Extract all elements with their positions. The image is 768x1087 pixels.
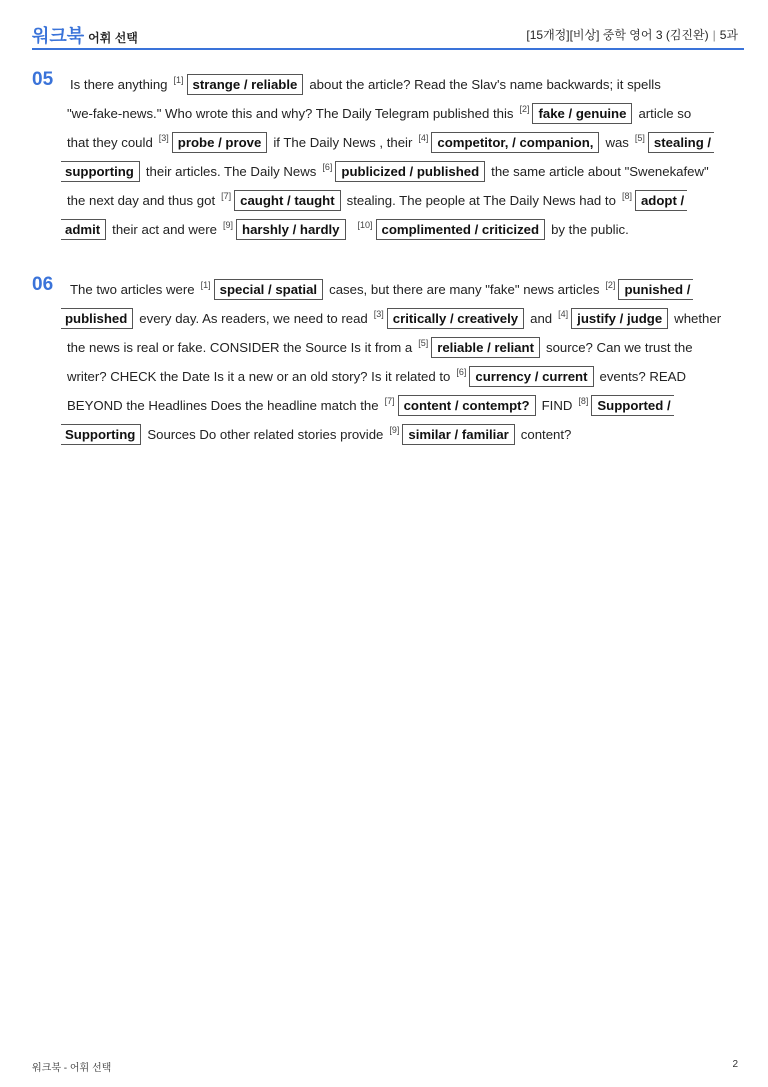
lesson-label: 5과 (719, 28, 738, 42)
passage-text: the same article about "Swenekafew" (491, 164, 709, 179)
choice-box[interactable]: competitor, / companion, (431, 132, 599, 153)
choice-box[interactable]: harshly / hardly (236, 219, 345, 240)
choice-box[interactable]: Supported / (591, 395, 673, 416)
choice-box[interactable]: complimented / criticized (376, 219, 546, 240)
choice-box[interactable]: special / spatial (214, 279, 324, 300)
header-separator: | (712, 28, 716, 42)
brand-name: 워크북 (32, 26, 85, 46)
blank-number: [3] (373, 309, 384, 319)
passage-text: events? READ (599, 369, 686, 384)
blank-number: [9] (389, 425, 400, 435)
blank-number: [10] (357, 220, 373, 230)
blank-number: [6] (456, 367, 467, 377)
blank-number: [3] (158, 133, 169, 143)
passage-text: the news is real or fake. CONSIDER the Source Is it from a (67, 340, 413, 355)
passage-line (67, 211, 737, 240)
blank-number: [5] (634, 133, 645, 143)
blank-number: [6] (322, 162, 333, 172)
passage-text: "we-fake-news." Who wrote this and why? The Daily Telegram published this (67, 106, 514, 121)
passage-text: cases, but there are many "fake" news articles (329, 282, 600, 297)
choice-box[interactable]: strange / reliable (187, 74, 304, 95)
passage-text: BEYOND the Headlines Does the headline match the (67, 398, 379, 413)
blank-number: [9] (223, 220, 234, 230)
blank-number: [4] (418, 133, 429, 143)
page-number: 2 (732, 1059, 738, 1070)
question-number: 05 (32, 69, 54, 90)
brand-title (32, 22, 138, 48)
passage-text: FIND (541, 398, 573, 413)
passage-text: if The Daily News , their (273, 135, 413, 150)
passage-line (67, 416, 737, 445)
question-number: 06 (32, 274, 54, 295)
passage-text: by the public. (551, 222, 629, 237)
blank-number: [7] (384, 396, 395, 406)
footer-title: 워크북 - 어휘 선택 (32, 1063, 112, 1074)
passage-line (67, 124, 737, 153)
question-05 (32, 66, 737, 246)
blank-number: [1] (200, 280, 211, 290)
choice-box-continued[interactable]: admit (61, 219, 106, 240)
passage-text: and (530, 311, 553, 326)
choice-box[interactable]: currency / current (469, 366, 593, 387)
choice-box-continued[interactable]: supporting (61, 161, 140, 182)
blank-number: [8] (621, 191, 632, 201)
blank-number: [8] (578, 396, 589, 406)
choice-box[interactable]: caught / taught (234, 190, 341, 211)
passage-text: writer? CHECK the Date Is it a new or an old story? Is it related to (67, 369, 451, 384)
passage-line (67, 153, 737, 182)
choice-box[interactable]: content / contempt? (398, 395, 536, 416)
passage-text: article so (638, 106, 692, 121)
choice-box[interactable]: publicized / published (335, 161, 485, 182)
page-header (32, 16, 744, 50)
passage-line (67, 387, 737, 416)
passage-text: their act and were (112, 222, 217, 237)
passage-line (67, 358, 737, 387)
choice-box[interactable]: similar / familiar (402, 424, 514, 445)
passage-text: the next day and thus got (67, 193, 216, 208)
passage-line (67, 66, 737, 95)
passage-line (67, 182, 737, 211)
blank-number: [5] (418, 338, 429, 348)
passage-text: stealing. The people at The Daily News had to (346, 193, 616, 208)
blank-number: [2] (605, 280, 616, 290)
brand-subtitle: 어휘 선택 (88, 31, 138, 45)
blank-number: [7] (221, 191, 232, 201)
passage-text: Is there anything (70, 77, 168, 92)
passage-text: whether (674, 311, 722, 326)
passage-text: The two articles were (70, 282, 195, 297)
choice-box[interactable]: stealing / (648, 132, 714, 153)
passage-line (67, 271, 737, 300)
passage-05 (67, 66, 737, 240)
blank-number: [2] (519, 104, 530, 114)
choice-box[interactable]: punished / (618, 279, 693, 300)
course-info (526, 26, 738, 43)
passage-text: was (605, 135, 629, 150)
choice-box[interactable]: fake / genuine (532, 103, 632, 124)
choice-box[interactable]: critically / creatively (387, 308, 524, 329)
passage-text: source? Can we trust the (545, 340, 693, 355)
passage-06 (67, 271, 737, 445)
choice-box[interactable]: probe / prove (172, 132, 268, 153)
passage-text: about the article? Read the Slav's name backwards; it spells (309, 77, 661, 92)
passage-line (67, 95, 737, 124)
choice-box-continued[interactable]: published (61, 308, 133, 329)
passage-text: Sources Do other related stories provide (147, 427, 384, 442)
passage-text: their articles. The Daily News (145, 164, 317, 179)
passage-text: content? (520, 427, 572, 442)
passage-line (67, 329, 737, 358)
passage-text: every day. As readers, we need to read (139, 311, 368, 326)
choice-box-continued[interactable]: Supporting (61, 424, 141, 445)
passage-text: that they could (67, 135, 153, 150)
choice-box[interactable]: adopt / (635, 190, 687, 211)
choice-box[interactable]: justify / judge (571, 308, 668, 329)
course-title: [15개정][비상] 중학 영어 3 (김진완) (526, 28, 709, 42)
choice-box[interactable]: reliable / reliant (431, 337, 540, 358)
passage-line (67, 300, 737, 329)
blank-number: [4] (558, 309, 569, 319)
question-06 (32, 271, 737, 451)
blank-number: [1] (173, 75, 184, 85)
